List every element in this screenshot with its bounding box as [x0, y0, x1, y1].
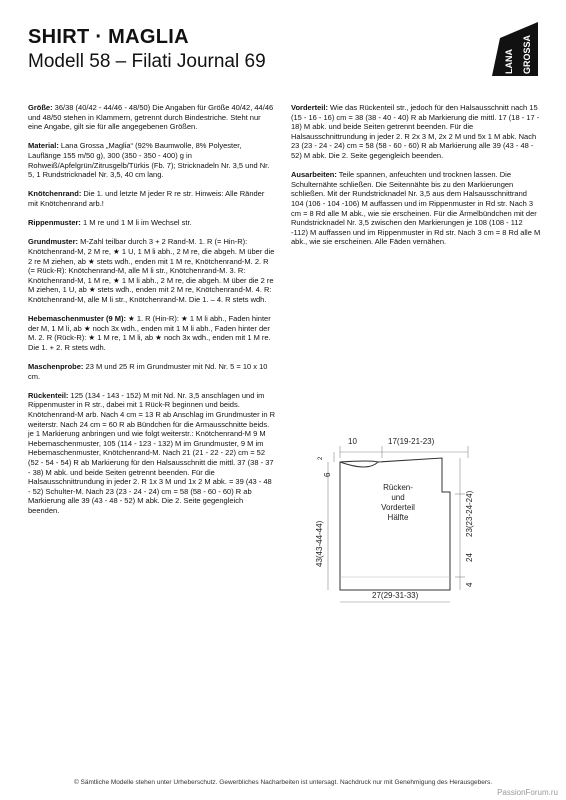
dim-right-middle: 24 — [465, 553, 474, 562]
diagram-label-3: Vorderteil — [381, 503, 415, 512]
section-knoetchenrand: Knötchenrand: Die 1. und letzte M jeder R re str. Hinweis: Alle Ränder mit Knötchenrand arb.! — [28, 189, 265, 208]
section-rippenmuster: Rippenmuster: 1 M re und 1 M li im Wechsel str. — [28, 218, 192, 228]
brand-logo — [490, 20, 540, 78]
dim-top-left: 10 — [348, 437, 357, 446]
dim-right-upper: 23(23-24-24) — [465, 490, 474, 537]
section-hebemaschenmuster: Hebemaschenmuster (9 M): ★ 1. R (Hin-R): ★ 1 M li abh., Faden hinter der M, 1 M li, ab ★ noch 3x wdh., enden mit 1 M li abh., Faden hinter der M. 2. R (Rück-R): ★ 1 M re, 1 M li, ab ★ noch 3x wdh., enden mit 1 M re. Die 1. + 2. R stets wdh. — [28, 314, 271, 352]
right-column — [291, 103, 541, 257]
svg-text:GROSSA: GROSSA — [522, 34, 532, 74]
section-material: Material: Lana Grossa „Maglia“ (92% Baumwolle, 8% Polyester, Lauflänge 155 m/50 g), 300 (350 - 350 - 400) g in Rohweiß/Apfelgrün/Zitrusgelb/Türkis (Fb. 7); Stricknadeln Nr. 3,5 und Nr. 5, 1 Rundstricknadel Nr. 3,5, 40 cm lang. — [28, 141, 270, 180]
diagram-label-1: Rücken- — [383, 483, 413, 492]
diagram-label-2: und — [391, 493, 405, 502]
dim-left-total: 43(43-44-44) — [315, 520, 324, 567]
dim-left-top: 6 — [323, 472, 332, 477]
dim-bottom: 27(29-31-33) — [372, 591, 419, 600]
watermark: PassionForum.ru — [497, 788, 558, 797]
section-rueckenteil: Rückenteil: 125 (134 - 143 - 152) M mit Nd. Nr. 3,5 anschlagen und im Rippenmuster in R str., dabei mit 1 Rück-R beginnen und beids. Knötchenrand-M arb. Nach 4 cm = 13 R ab Anschlag im Grundmuster in R weiterstr. Nach 24 cm = 60 R ab Bündchen für die Armausschnitte beids. je 1 Markierung anbringen und wie folgt weiterstr.: Knötchenrand-M 9 M Hebemaschenmuster, 105 (114 - 123 - 132) M im Grundmuster, 9 M im Hebemaschenmuster, Knötchenrand-M. Nach 21 (21 - 22 - 22) cm = 52 (52 - 54 - 54) R ab Markierung für den Halsausschnitt die mittl. 37 (38 - 37 - 38) M abk. und beide Seiten getrennt beenden. Für die Halsausschnittrundung in jeder 2. R 1x 3 M und 1x 2 M abk. = 39 (43 - 48 - 52) Schulter-M. Nach 23 (23 - 24 - 24) cm = 58 (58 - 60 - 60) R ab Markierung alle 39 (43 - 48 - 52) M abk. Die 2. Seite gegengleich beenden. — [28, 390, 275, 515]
section-vorderteil: Vorderteil: Wie das Rückenteil str., jedoch für den Halsausschnitt nach 15 (15 - 16 - 16) cm = 38 (38 - 40 - 40) R ab Markierung die mittl. 17 (18 - 17 - 18) M abk. und beide Seiten getrennt beenden. Für die Halsausschnittrundung in jeder 2. R 2x 3 M, 2x 2 M und 5x 1 M abk. Nach 23 (23 - 24 - 24) cm = 58 (58 - 60 - 60) R ab Markierung alle 39 (43 - 48 - 52) M abk. Die 2. Seite gegengleich beenden. — [291, 103, 540, 160]
page-title: SHIRT · MAGLIA — [28, 26, 189, 48]
page-subtitle: Modell 58 – Filati Journal 69 — [28, 51, 266, 72]
copyright-footer: © Sämtliche Modelle stehen unter Urheberschutz. Gewerbliches Nacharbeiten ist untersagt. Nachdruck nur mit Genehmigung des Herausgebers. — [73, 779, 493, 786]
section-ausarbeiten: Ausarbeiten: Teile spannen, anfeuchten und trocknen lassen. Die Schulternähte schließen. Die Seitennähte bis zu den Markierungen schließen. Mit der Rundstricknadel Nr. 3,5 aus dem Halsausschnittrand 104 (106 - 104 -106) M auffassen und im Rippenmuster in Rd str. Nach 3 cm = 8 Rd alle M abk., wie sie erscheinen. Für die Ärmelbündchen mit der Rundstricknadel Nr. 3,5 zwischen den Markierungen je 108 (108 - 112 -112) M auffassen und im Rippenmuster in Rd str. Nach 3 cm = 8 Rd alle M abk., wie sie erscheinen. Alle Fäden vernähen. — [291, 170, 541, 247]
left-column — [28, 103, 276, 525]
dim-top-right: 17(19-21-23) — [388, 437, 435, 446]
svg-text:LANA: LANA — [504, 49, 514, 74]
section-groesse: Größe: 36/38 (40/42 - 44/46 - 48/50) Die Angaben für Größe 40/42, 44/46 und 48/50 stehen in Klammern, getrennt durch Bindestriche. Steht nur eine Angabe, gilt sie für alle angegebenen Größen. — [28, 103, 274, 132]
section-grundmuster: Grundmuster: M-Zahl teilbar durch 3 + 2 Rand-M. 1. R (= Hin-R): Knötchenrand-M, 2 M re, ★ 1 U, 1 M li abh., 2 M re, die abgeh. M über die 2 re M ziehen, ab ★ stets wdh., enden mit 1 M re, Knötchenrand-M. 2. R (= Rück-R): Knötchenrand-M, alle M li str., Knötchenrand-M. 3. R: Knötchenrand-M, 1 M re, ★ 1 M li abh., 2 M re, die abgeh. M über die 2 re M ziehen, 1 U, ab ★ stets wdh., enden mit 2 M re, Knötchenrand-M. 4. R: Knötchenrand-M, alle M li str., Knötchenrand-M. Die 1. – 4. R stets wdh. — [28, 237, 275, 304]
diagram-label-4: Hälfte — [387, 513, 409, 522]
schematic-diagram — [300, 432, 560, 612]
section-maschenprobe: Maschenprobe: 23 M und 25 R im Grundmuster mit Nd. Nr. 5 = 10 x 10 cm. — [28, 362, 268, 381]
dim-right-bottom: 4 — [465, 582, 474, 587]
dim-left-small: 2 — [318, 456, 324, 460]
